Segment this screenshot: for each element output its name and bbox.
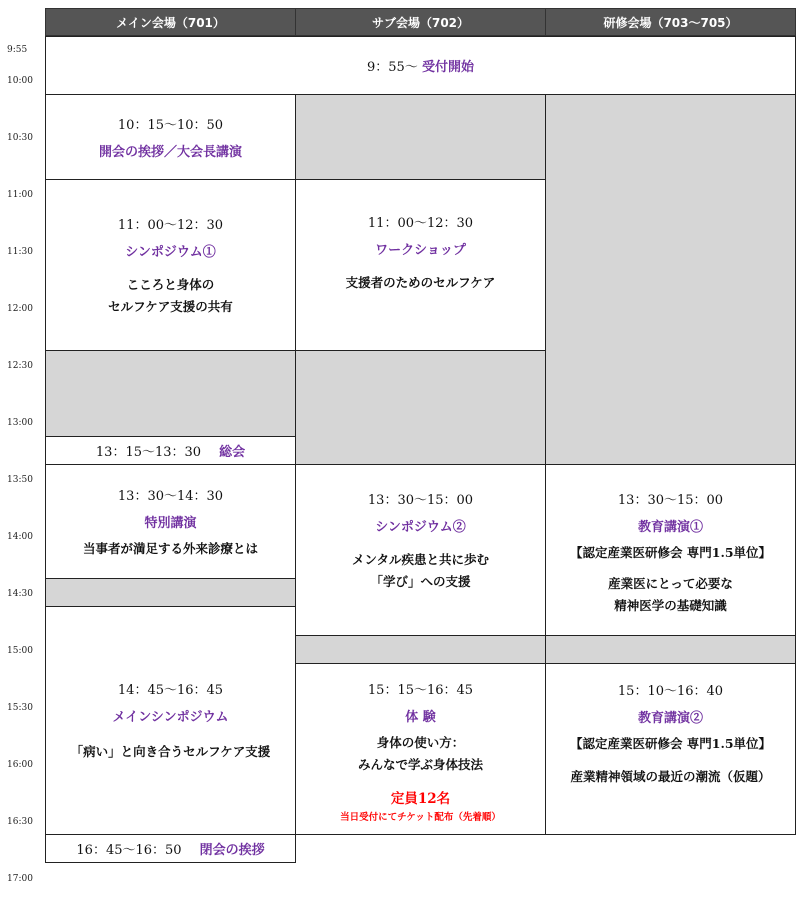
session-subtitle: 身体の使い方： みんなで学ぶ身体技法 [357, 735, 483, 772]
session-time: 13：30〜15：00 [367, 493, 474, 508]
time-label: 9:55 [7, 45, 28, 55]
session-subtitle: 当事者が満足する外来診療とは [82, 540, 258, 556]
session-time: 16：45〜16：50 [76, 843, 182, 858]
session-title: シンポジウム② [375, 520, 466, 535]
break-block [295, 635, 546, 664]
session-title: シンポジウム① [125, 244, 216, 260]
time-label: 12:00 [7, 304, 33, 314]
break-block [45, 578, 296, 607]
session-workshop [295, 179, 546, 351]
header-training-hall: 研修会場（703〜705） [545, 8, 796, 36]
session-subtitle: こころと身体の セルフケア支援の共有 [108, 276, 233, 314]
reception-time: 9：55〜 [367, 60, 418, 75]
time-label: 10:30 [7, 133, 33, 143]
session-title: メインシンポジウム [112, 710, 229, 726]
session-subtitle: 「病い」と向き合うセルフケア支援 [70, 744, 271, 760]
session-symposium-2 [295, 464, 546, 636]
reception-block [45, 36, 796, 95]
session-row [76, 839, 264, 858]
break-block [45, 350, 296, 437]
time-label: 17:00 [7, 874, 33, 884]
session-closing [45, 834, 296, 863]
session-title: 教育講演① [637, 520, 703, 535]
session-symposium-1 [45, 179, 296, 351]
session-time: 15：15〜16：45 [367, 683, 474, 699]
session-title: 教育講演② [637, 711, 703, 726]
time-label: 12:30 [7, 361, 33, 371]
break-block [545, 635, 796, 664]
header-main-hall: メイン会場（701） [45, 8, 296, 36]
ticket-note: 当日受付にてチケット配布（先着順） [340, 811, 501, 823]
session-subtitle: メンタル疾患と共に歩む 「学び」への支援 [351, 552, 489, 589]
header-sub-hall: サブ会場（702） [295, 8, 546, 36]
session-time: 14：45〜16：45 [117, 683, 224, 699]
session-time: 11：00〜12：30 [117, 217, 224, 233]
time-label: 16:30 [7, 817, 33, 827]
session-main-symposium [45, 606, 296, 835]
session-row [96, 441, 245, 460]
session-time: 15：10〜16：40 [617, 684, 724, 699]
break-block [545, 94, 796, 465]
session-general-meeting [45, 436, 296, 465]
session-title: 特別講演 [144, 515, 197, 531]
reception-text [367, 56, 474, 75]
session-title: 開会の挨拶／大会長講演 [98, 145, 242, 160]
session-time: 11：00〜12：30 [367, 216, 474, 231]
time-label: 11:00 [7, 190, 33, 200]
session-time: 10：15〜10：50 [117, 118, 224, 133]
session-time: 13：15〜13：30 [95, 445, 202, 460]
session-subtitle: 産業医にとって必要な 精神医学の基礎知識 [608, 575, 733, 613]
capacity-label: 定員12名 [390, 790, 451, 807]
session-opening [45, 94, 296, 180]
time-label: 10:00 [7, 76, 33, 86]
session-experience [295, 663, 546, 835]
time-label: 16:00 [7, 760, 33, 770]
session-title: 総会 [219, 445, 246, 460]
time-label: 15:00 [7, 646, 33, 656]
reception-label: 受付開始 [421, 60, 474, 75]
time-label: 14:00 [7, 532, 33, 542]
session-subtitle: 支援者のためのセルフケア [345, 275, 496, 290]
session-education-1 [545, 464, 796, 636]
time-label: 14:30 [7, 589, 33, 599]
session-title: 体 験 [405, 710, 436, 726]
session-title: ワークショップ [375, 243, 466, 258]
session-title: 閉会の挨拶 [199, 843, 265, 858]
session-time: 13：30〜15：00 [617, 493, 724, 508]
session-education-2 [545, 663, 796, 835]
time-label: 15:30 [7, 703, 33, 713]
time-label: 13:00 [7, 418, 33, 428]
session-subtitle: 産業精神領域の最近の潮流（仮題） [570, 768, 771, 784]
session-time: 13：30〜14：30 [117, 488, 224, 504]
session-special-lecture [45, 464, 296, 579]
time-label: 11:30 [7, 247, 33, 257]
break-block [295, 94, 546, 180]
credit-label: 【認定産業医研修会 専門1.5単位】 [569, 736, 772, 751]
break-block [295, 350, 546, 465]
time-label: 13:50 [7, 475, 33, 485]
credit-label: 【認定産業医研修会 専門1.5単位】 [569, 545, 772, 560]
